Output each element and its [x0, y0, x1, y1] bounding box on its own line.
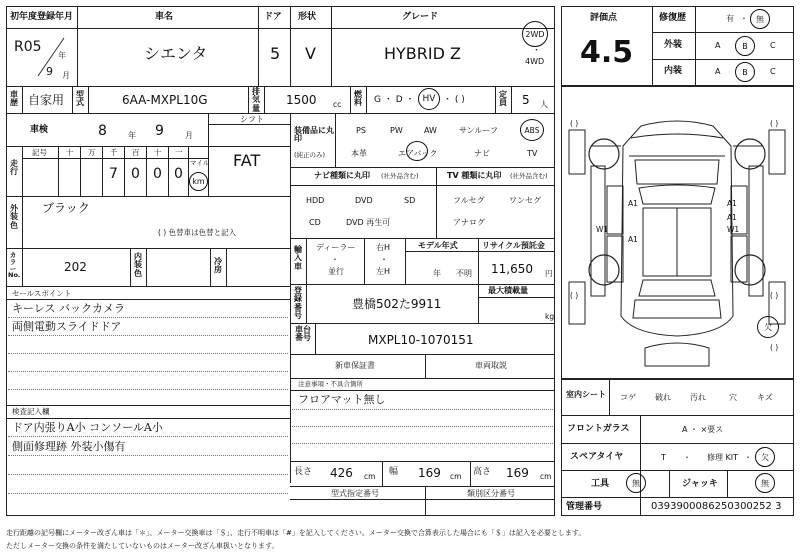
inspector-note-line-2: 側面修理跡 外装小傷有	[12, 440, 126, 453]
spare-tire-kit: 修理 KIT	[707, 453, 739, 462]
length-unit: cm	[364, 472, 376, 481]
management-value: 0393900086250300252 3	[651, 501, 782, 512]
import-label: 輸入車	[294, 245, 302, 271]
navi-sublabel: (社外品含む)	[381, 172, 419, 180]
navi-dvd: DVD	[355, 196, 373, 205]
tools-label: 工具	[591, 479, 610, 489]
reg-month: 9	[46, 65, 53, 78]
inspection-label: 車検	[30, 125, 49, 135]
repair-label: 修復歴	[659, 13, 687, 23]
width-label: 幅	[389, 467, 399, 477]
import-dot-2: ・	[380, 255, 388, 264]
capacity-unit: 人	[540, 100, 548, 109]
mileage-digit-5: 0	[153, 166, 162, 182]
interior-grade-b-circled: B	[735, 62, 755, 82]
km-circled: km	[189, 172, 208, 191]
length-value: 426	[330, 466, 353, 480]
diag-paren-2: ( )	[770, 119, 779, 128]
windshield-label: フロントガラス	[567, 424, 630, 434]
import-dealer: ディーラー	[316, 243, 356, 252]
inspector-note-line-1: ドア内張りA小 コンソールA小	[12, 421, 163, 434]
tv-sublabel: (社外品含む)	[510, 172, 548, 180]
inspection-year-unit: 年	[128, 131, 136, 140]
recycle-label: リサイクル預託金	[482, 241, 545, 250]
use-value: 自家用	[28, 93, 65, 107]
month-unit: 月	[62, 71, 70, 80]
type-designation-label: 型式指定番号	[331, 489, 379, 498]
inspection-year: 8	[98, 123, 107, 139]
import-parallel: 並行	[328, 267, 344, 276]
inspector-notes-label: 検査記入欄	[12, 407, 50, 416]
sales-points-label: セールスポイント	[12, 289, 72, 298]
manual-doc: 車両取説	[475, 361, 507, 370]
rating-value: 4.5	[580, 35, 634, 70]
interior-grade-c: C	[770, 67, 776, 76]
navi-dvd-play: DVD 再生可	[346, 218, 391, 227]
width-unit: cm	[450, 472, 462, 481]
tv-analog: アナログ	[453, 218, 485, 227]
shift-label: シフト	[240, 115, 264, 124]
mileage-symbol-label: 記号	[32, 148, 47, 157]
mileage-digit-3: 7	[109, 166, 118, 182]
displacement-value: 1500	[286, 93, 317, 107]
tv-fullseg: フルセグ	[453, 196, 485, 205]
rating-label: 評価点	[590, 13, 618, 23]
place-ten-thousand-ten: 十	[66, 148, 74, 157]
height-value: 169	[506, 466, 529, 480]
max-load-label: 最大積載量	[488, 286, 528, 295]
place-ten: 十	[154, 148, 162, 157]
sales-point-line-1: キーレス バックカメラ	[12, 302, 125, 315]
equip-airbag: エアバック	[398, 149, 438, 158]
registration-value: 豊橋502た9911	[352, 297, 442, 311]
import-left-h: 左H	[376, 267, 391, 276]
tools-none-circled: 無	[626, 473, 646, 493]
model-year-value: 不明	[456, 269, 472, 278]
jack-none-circled: 無	[755, 473, 775, 493]
chassis-label: 車台番号	[295, 325, 311, 343]
fuel-options-left: G ・ D ・	[374, 95, 415, 105]
footer-note-1: 走行距離の記号欄にメーター改ざん車は「＊」、メーター交換車は「＄」、走行不明車は「#」を記入してください。メーター交換で合算表示した場合にも「＄」は記入を必要とします。	[6, 529, 586, 537]
repair-yes: 有	[726, 14, 734, 23]
body-shape: V	[305, 44, 316, 63]
seat-scratch: キズ	[757, 393, 773, 402]
ac-label: 冷房	[214, 257, 222, 275]
seat-burn: コゲ	[620, 393, 636, 402]
color-no-value: 202	[64, 260, 87, 274]
diag-paren-1: ( )	[570, 119, 579, 128]
door-label: ドア	[264, 12, 282, 22]
diag-paren-3: ( )	[570, 291, 579, 300]
import-right-h: 右H	[376, 243, 391, 252]
equipment-label: 装備品に丸印	[294, 126, 334, 143]
exterior-color-label: 外装色	[10, 204, 18, 230]
registration-label: 登録番号	[294, 286, 302, 321]
mile-label: マイル	[190, 159, 210, 167]
diag-mark-a1-right-lower: A1	[727, 213, 737, 222]
use-label: 車歴	[10, 90, 18, 108]
interior-grade-a: A	[715, 67, 721, 76]
place-thousand: 千	[110, 148, 118, 157]
inspection-month-unit: 月	[185, 131, 193, 140]
seat-tear: 破れ	[655, 393, 671, 402]
equip-abs-circled: ABS	[520, 119, 544, 141]
repair-dot: ・	[740, 14, 748, 23]
max-load-unit: kg	[545, 312, 555, 321]
chassis-value: MXPL10-1070151	[368, 333, 474, 347]
year-label: 初年度登録年月	[10, 12, 74, 22]
capacity-label: 定員	[499, 90, 507, 108]
diag-paren-5: ( )	[770, 343, 779, 352]
spare-tire-label: スペアタイヤ	[570, 452, 624, 462]
import-dot-1: ・	[331, 255, 339, 264]
management-label: 管理番号	[566, 502, 603, 512]
diag-mark-a1-right: A1	[727, 199, 737, 208]
exterior-grade-b-circled: B	[735, 36, 755, 56]
height-unit: cm	[540, 472, 552, 481]
shape-label: 形状	[298, 12, 317, 22]
equipment-sublabel: (純正のみ)	[294, 151, 326, 159]
exterior-color-note: ( ) 色替車は色替と記入	[158, 228, 237, 237]
diag-mark-w1-left: W1	[596, 225, 609, 234]
spare-tire-dot-1: ・	[683, 453, 691, 462]
class-number-label: 類別区分番号	[467, 489, 515, 498]
year-unit: 年	[58, 51, 66, 60]
fuel-hv-circled: HV	[418, 88, 440, 110]
model-year-label: モデル年式	[418, 241, 458, 250]
equip-ps: PS	[356, 126, 366, 135]
seat-stain: 汚れ	[690, 393, 706, 402]
place-hundred: 百	[132, 148, 140, 157]
diag-tire-mark-circled: 欠	[757, 316, 779, 338]
spare-tire-missing-circled: 欠	[755, 447, 775, 467]
spare-tire-dot-2: ・	[744, 453, 752, 462]
warranty-doc: 新車保証書	[335, 361, 375, 370]
drive-dot: ・	[532, 46, 542, 56]
interior-color-label: 内装色	[134, 252, 142, 278]
mileage-label: 走行	[10, 159, 18, 177]
exterior-grade-c: C	[770, 41, 776, 50]
model-label: 型式	[76, 90, 84, 108]
windshield-value: A ・ ×要ス	[682, 425, 724, 434]
vehicle-name: シエンタ	[144, 44, 208, 63]
color-no-label: カラーNo.	[8, 251, 21, 280]
equip-pw: PW	[390, 126, 403, 135]
interior-seat-label: 室内シート	[566, 390, 606, 399]
seat-hole: 穴	[729, 393, 737, 402]
height-label: 高さ	[473, 467, 492, 477]
notes-label: 注意事項・不具合箇所	[298, 380, 363, 388]
cc-unit: cc	[333, 100, 342, 109]
door-count: 5	[270, 44, 281, 63]
spare-tire-t: T	[661, 453, 666, 462]
interior-grade-label: 内装	[664, 66, 683, 76]
era-year: R05	[14, 39, 42, 55]
diag-mark-w1-right: W1	[727, 225, 740, 234]
tv-label: TV 種類に丸印	[447, 171, 502, 180]
navi-cd: CD	[309, 218, 321, 227]
sales-point-line-2: 両側電動スライドドア	[12, 320, 122, 333]
place-ten-thousand: 万	[88, 148, 96, 157]
navi-hdd: HDD	[306, 196, 325, 205]
exterior-grade-label: 外装	[664, 40, 683, 50]
repair-no-circled: 無	[750, 9, 770, 29]
tv-oneseg: ワンセグ	[509, 196, 541, 205]
fuel-label: 燃料	[354, 90, 362, 108]
exterior-color-value: ブラック	[42, 201, 90, 215]
place-one: 一	[175, 148, 183, 157]
drive-2wd-circled: 2WD	[522, 21, 548, 47]
name-label: 車名	[155, 12, 174, 22]
equip-aw: AW	[424, 126, 437, 135]
diag-paren-4: ( )	[770, 291, 779, 300]
navi-label: ナビ種類に丸印	[314, 171, 370, 180]
model-year-unit: 年	[433, 269, 441, 278]
equip-leather: 本革	[351, 149, 367, 158]
diag-mark-a1-left: A1	[628, 199, 638, 208]
grade-label: グレード	[402, 12, 439, 22]
equip-navi: ナビ	[474, 149, 490, 158]
exterior-grade-a: A	[715, 41, 721, 50]
drive-4wd: 4WD	[525, 57, 545, 66]
equip-sunroof: サンルーフ	[459, 126, 498, 135]
inspection-month: 9	[155, 123, 164, 139]
length-label: 長さ	[294, 467, 313, 477]
equip-tv: TV	[527, 149, 538, 158]
recycle-unit: 円	[545, 269, 553, 278]
mileage-digit-6: 0	[174, 166, 183, 182]
capacity-value: 5	[522, 93, 530, 107]
shift-value: FAT	[233, 151, 261, 170]
mileage-digit-4: 0	[131, 166, 140, 182]
displacement-label: 排気量	[252, 87, 260, 113]
navi-sd: SD	[404, 196, 416, 205]
notes-value: フロアマット無し	[298, 393, 386, 406]
jack-label: ジャッキ	[682, 479, 718, 489]
footer-note-2: ただしメーター交換の条件を満たしていないものはメーター改ざん車扱いとなります。	[6, 542, 279, 550]
model-value: 6AA-MXPL10G	[122, 93, 208, 107]
diag-mark-a1-left-lower: A1	[628, 235, 638, 244]
grade-value: HYBRID Z	[384, 44, 461, 63]
width-value: 169	[418, 466, 441, 480]
recycle-value: 11,650	[491, 262, 533, 276]
fuel-options-right: ・ ( )	[443, 95, 465, 105]
